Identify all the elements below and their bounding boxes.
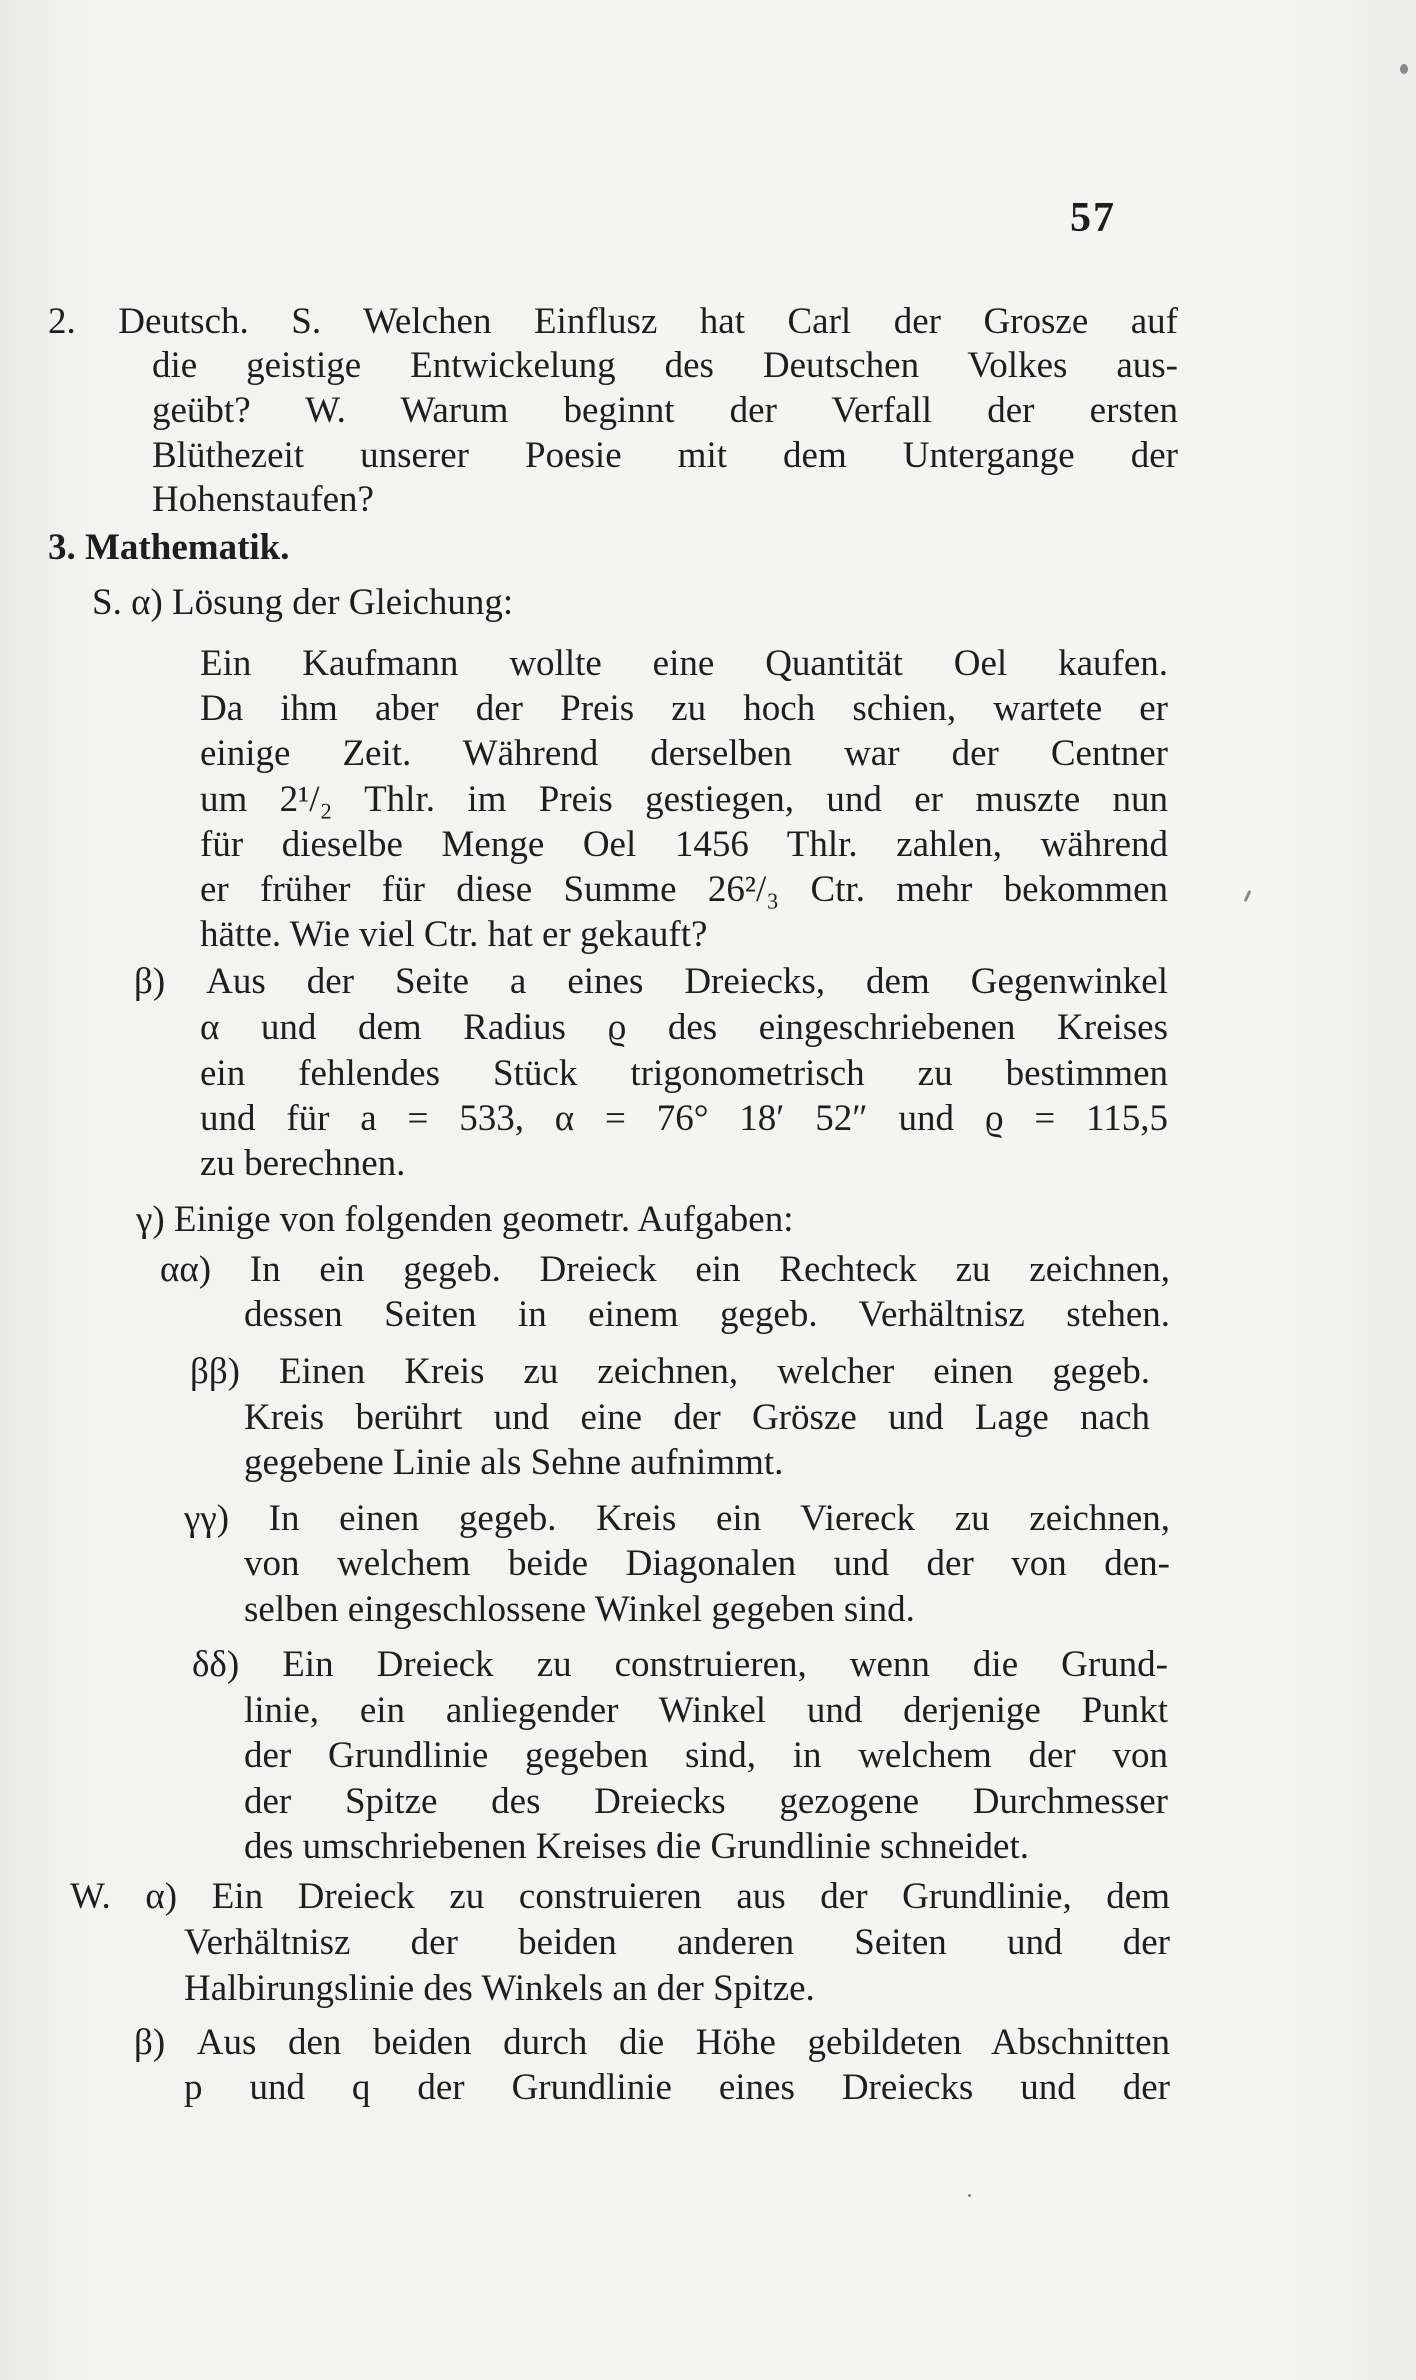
text-line: linie, ein anliegender Winkel und derjenige Punkt bbox=[244, 1690, 1168, 1731]
text-line: δδ) Ein Dreieck zu construieren, wenn die Grund- bbox=[192, 1644, 1168, 1685]
text-line: S. α) Lösung der Gleichung: bbox=[92, 582, 514, 623]
text-line: er früher für diese Summe 26²/₃ Ctr. mehr bekommen bbox=[200, 869, 1168, 910]
text-line: selben eingeschlossene Winkel gegeben sind. bbox=[244, 1589, 915, 1630]
scan-speck bbox=[1244, 890, 1252, 902]
text-line: für dieselbe Menge Oel 1456 Thlr. zahlen, während bbox=[200, 824, 1168, 865]
text-line: Ein Kaufmann wollte eine Quantität Oel kaufen. bbox=[200, 643, 1168, 684]
text-line: der Spitze des Dreiecks gezogene Durchmesser bbox=[244, 1781, 1168, 1822]
scan-speck bbox=[1400, 64, 1408, 74]
text-line: γ) Einige von folgenden geometr. Aufgaben: bbox=[136, 1199, 794, 1240]
text-line: geübt? W. Warum beginnt der Verfall der ersten bbox=[152, 390, 1178, 431]
text-line: Verhältnisz der beiden anderen Seiten und der bbox=[184, 1922, 1170, 1963]
text-line: Da ihm aber der Preis zu hoch schien, wartete er bbox=[200, 688, 1168, 729]
text-line: gegebene Linie als Sehne aufnimmt. bbox=[244, 1442, 784, 1483]
text-line: zu berechnen. bbox=[200, 1143, 406, 1184]
text-line: β) Aus der Seite a eines Dreiecks, dem Gegenwinkel bbox=[134, 961, 1168, 1002]
text-line: Kreis berührt und eine der Grösze und Lage nach bbox=[244, 1397, 1150, 1438]
text-line: die geistige Entwickelung des Deutschen Volkes aus- bbox=[152, 345, 1178, 386]
text-line: α und dem Radius ϱ des eingeschriebenen Kreises bbox=[200, 1007, 1168, 1048]
text-line: Halbirungslinie des Winkels an der Spitze. bbox=[184, 1968, 815, 2009]
text-line: des umschriebenen Kreises die Grundlinie schneidet. bbox=[244, 1826, 1029, 1867]
text-line: der Grundlinie gegeben sind, in welchem der von bbox=[244, 1735, 1168, 1776]
page-number: 57 bbox=[1070, 195, 1116, 241]
text-line: γγ) In einen gegeb. Kreis ein Viereck zu zeichnen, bbox=[184, 1498, 1170, 1539]
text-line: um 2¹/₂ Thlr. im Preis gestiegen, und er muszte nun bbox=[200, 779, 1168, 820]
section-heading: 3. Mathematik. bbox=[48, 527, 290, 568]
text-line: p und q der Grundlinie eines Dreiecks und der bbox=[184, 2067, 1170, 2108]
text-line: Hohenstaufen? bbox=[152, 479, 374, 520]
text-line: von welchem beide Diagonalen und der von den- bbox=[244, 1543, 1170, 1584]
text-line: hätte. Wie viel Ctr. hat er gekauft? bbox=[200, 914, 708, 955]
text-line: und für a = 533, α = 76° 18′ 52″ und ϱ = 115,5 bbox=[200, 1098, 1168, 1139]
text-line: β) Aus den beiden durch die Höhe gebildeten Abschnitten bbox=[134, 2022, 1170, 2063]
text-line: ββ) Einen Kreis zu zeichnen, welcher einen gegeb. bbox=[190, 1351, 1150, 1392]
text-line: 2. Deutsch. S. Welchen Einflusz hat Carl der Grosze auf bbox=[48, 301, 1178, 342]
scan-speck bbox=[968, 2194, 971, 2197]
text-line: W. α) Ein Dreieck zu construieren aus der Grundlinie, dem bbox=[70, 1876, 1170, 1917]
text-line: αα) In ein gegeb. Dreieck ein Rechteck zu zeichnen, bbox=[160, 1249, 1170, 1290]
text-line: ein fehlendes Stück trigonometrisch zu bestimmen bbox=[200, 1053, 1168, 1094]
text-line: Blüthezeit unserer Poesie mit dem Untergange der bbox=[152, 435, 1178, 476]
text-line: dessen Seiten in einem gegeb. Verhältnisz stehen. bbox=[244, 1294, 1170, 1335]
text-line: einige Zeit. Während derselben war der Centner bbox=[200, 733, 1168, 774]
